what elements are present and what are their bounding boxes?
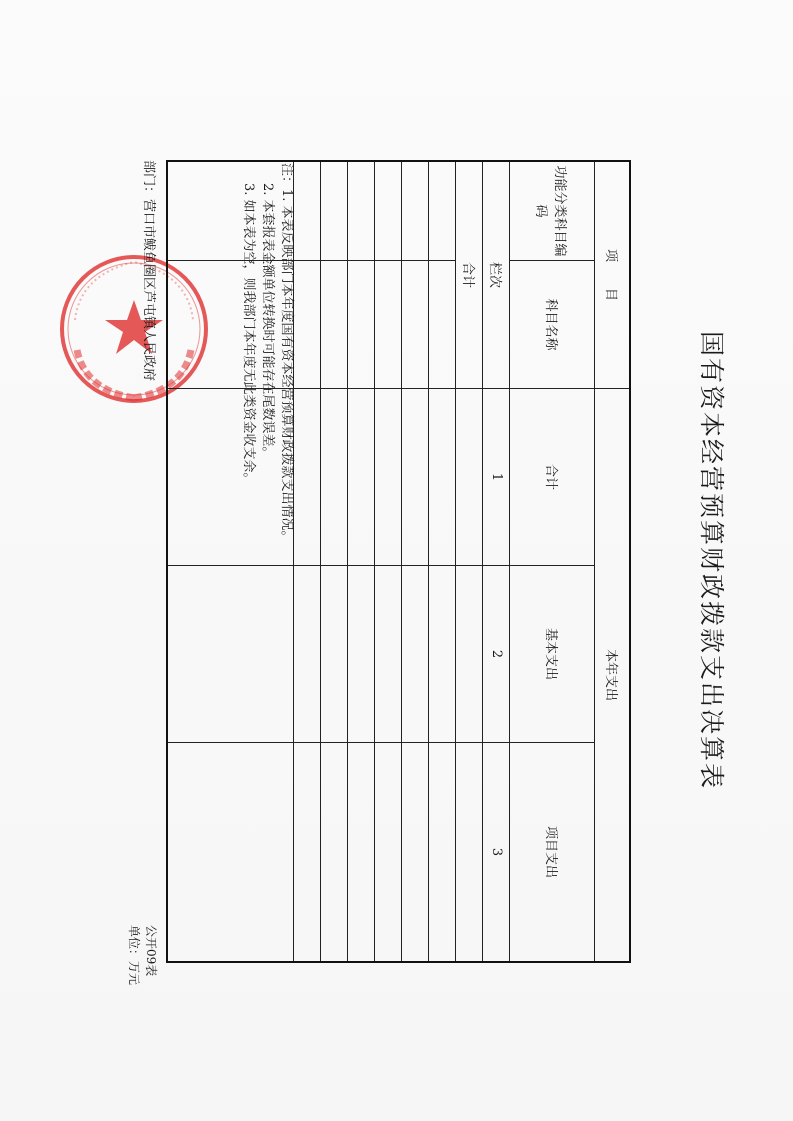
col-num-basic: 2	[483, 566, 510, 743]
col-num-project: 3	[483, 743, 510, 963]
header-item: 项 目	[595, 161, 630, 389]
col-basic: 基本支出	[510, 566, 595, 743]
row-total-label: 合计	[456, 161, 483, 389]
row-index-label: 栏次	[483, 161, 510, 389]
col-name: 科目名称	[510, 261, 595, 389]
col-project: 项目支出	[510, 743, 595, 963]
unit-label: 单位：万元	[127, 925, 141, 986]
col-code: 功能分类科目编码	[510, 161, 595, 261]
header-current-year: 本年支出	[595, 389, 630, 963]
note-line: 3. 如本表为空，则我部门本年度无此类资金收支余。	[241, 183, 256, 486]
col-num-total: 1	[483, 389, 510, 566]
form-number: 公开09表	[144, 925, 158, 977]
department-label: 部门：营口市鲅鱼圈区芦屯镇人民政府	[141, 160, 156, 382]
page-title: 国有资本经营预算财政拨款支出决算表	[697, 330, 726, 790]
col-total: 合计	[510, 389, 595, 566]
note-line: 2. 本套报表金额单位转换时可能存在尾数误差。	[260, 183, 275, 460]
note-line: 注：1. 本表反映部门本年度国有资本经营预算财政拨款支出情况。	[279, 163, 294, 544]
